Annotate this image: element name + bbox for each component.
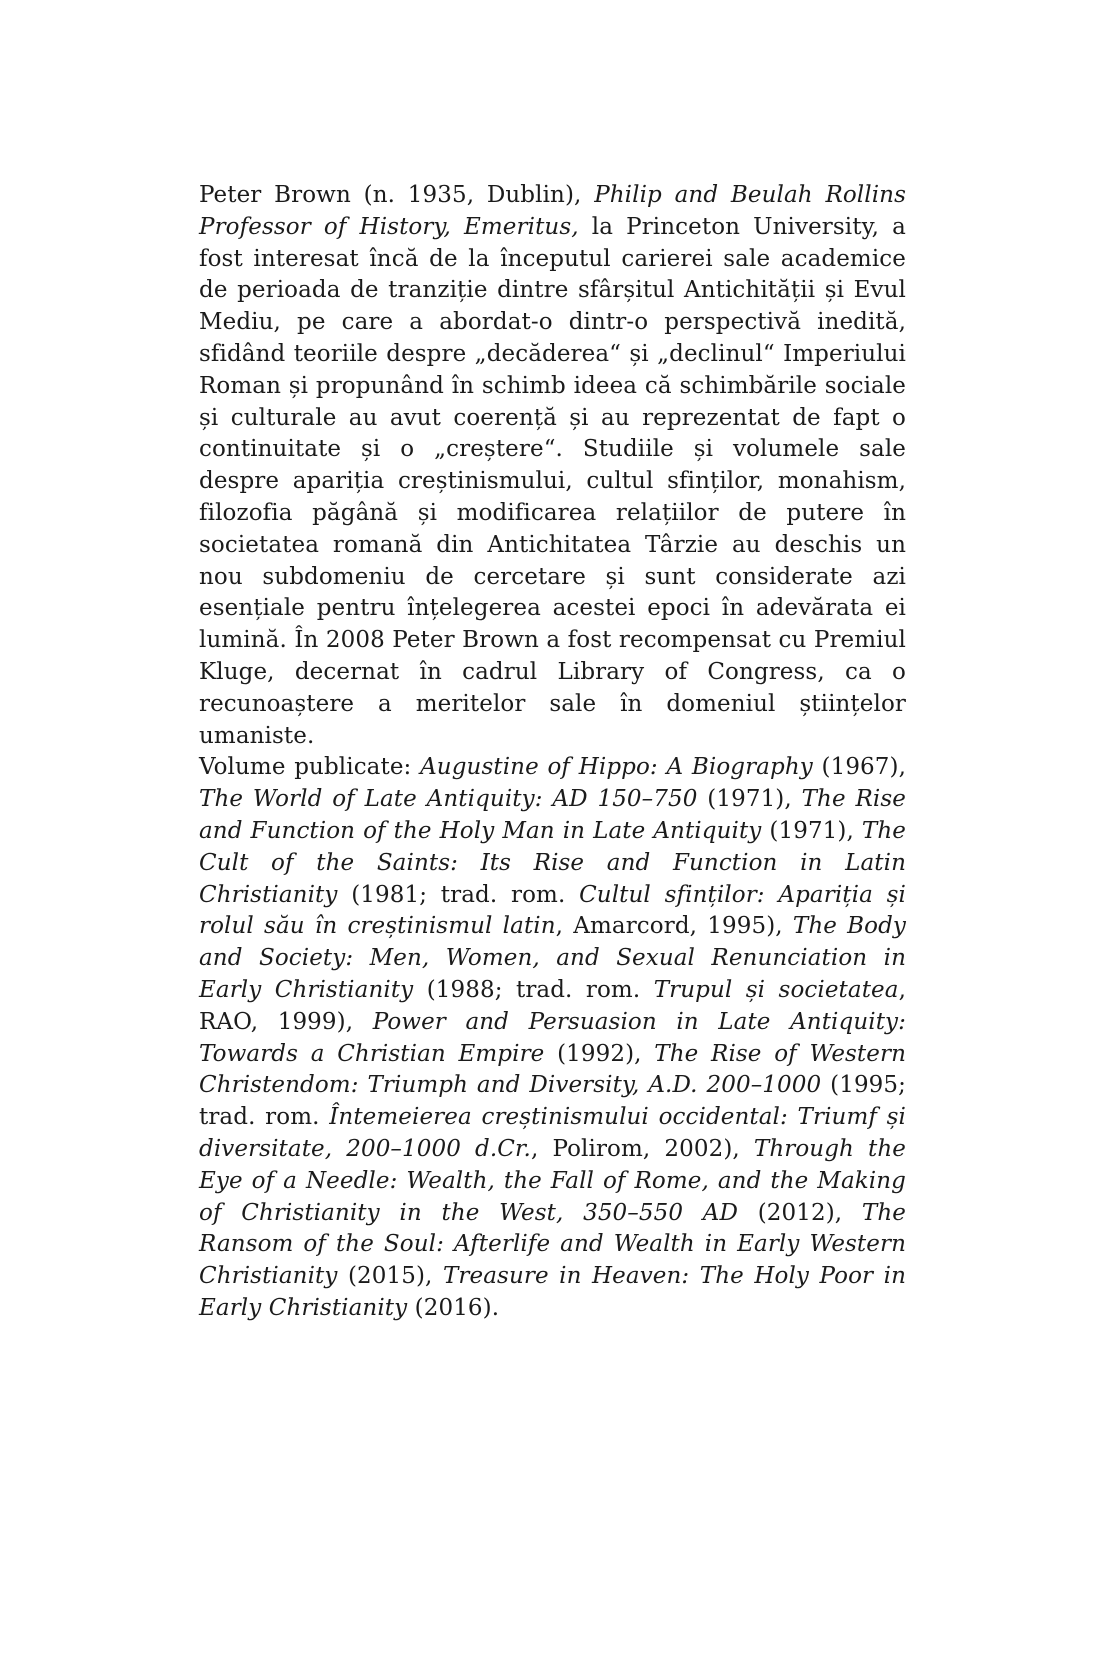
- text-segment: (2016).: [407, 1294, 500, 1321]
- paragraph-published-volumes: [199, 752, 906, 1324]
- text-segment: , Amarcord, 1995),: [555, 913, 793, 940]
- text-segment: (2012),: [738, 1199, 862, 1226]
- text-segment: Peter Brown (n. 1935, Dublin),: [199, 182, 595, 208]
- paragraph-biography: [199, 180, 906, 752]
- text-segment: (1981; trad. rom.: [337, 881, 580, 908]
- italic-text-segment: Through the Eye of a Needle: Wealth, the Fall of Rome, and the Making of Christianity in the West, 350–550 AD: [199, 1135, 906, 1226]
- italic-text-segment: The Body and Society: Men, Women, and Sexual Renunciation in Early Christianity: [199, 913, 907, 1003]
- italic-text-segment: The Rise of Western Christendom: Triumph and Diversity, A.D. 200–1000: [199, 1040, 906, 1099]
- italic-text-segment: Treasure in Heaven: The Holy Poor in Early Christianity: [199, 1263, 906, 1321]
- italic-text-segment: Philip and Beulah Rollins Professor of History, Emeritus,: [199, 182, 906, 240]
- italic-text-segment: The World of Late Antiquity: AD 150–750: [199, 786, 698, 813]
- italic-text-segment: Power and Persuasion in Late Antiquity: Towards a Christian Empire: [199, 1008, 906, 1067]
- text-segment: (1971),: [761, 817, 862, 844]
- italic-text-segment: Trupul și societatea: [653, 976, 899, 1003]
- text-segment: (1988; trad. rom.: [413, 976, 654, 1003]
- italic-text-segment: Cultul sfinților: Apariția și rolul său în creștinismul latin: [199, 881, 906, 940]
- text-segment: (2015),: [337, 1263, 443, 1290]
- italic-text-segment: Întemeierea creștinismului occidental: Triumf și diversitate, 200–1000 d.Cr.: [199, 1104, 907, 1162]
- italic-text-segment: The Ransom of the Soul: Afterlife and Wealth in Early Western Christianity: [199, 1199, 906, 1290]
- italic-text-segment: The Cult of the Saints: Its Rise and Function in Latin Christianity: [199, 817, 906, 908]
- text-segment: (1971),: [697, 786, 802, 813]
- italic-text-segment: The Rise and Function of the Holy Man in Late Antiquity: [199, 786, 906, 844]
- text-block: [199, 180, 906, 1325]
- text-segment: (1995; trad. rom.: [199, 1072, 906, 1131]
- text-segment: , RAO, 1999),: [199, 976, 906, 1035]
- text-segment: (1992),: [544, 1040, 655, 1067]
- text-segment: Volume publicate:: [199, 754, 421, 781]
- text-segment: la Princeton University, a fost interesat încă de la începutul carierei sale academice de perioada de tranziție dintre sfârșitul Antichității și Evul Mediu, pe care a abordat-o dintr-o perspectivă inedită, sfidând teoriile despre „decăderea“ și „declinul“ Imperiului Roman și propunând în schimb ideea că schimbările sociale și culturale au avut coerență și au reprezentat de fapt o continuitate și o „creștere“. Studiile și volumele sale despre apariția creștinismului, cultul sfinților, monahism, filozofia păgână și modificarea relațiilor de putere în societatea romană din Antichitatea Târzie au deschis un nou subdomeniu de cercetare și sunt considerate azi esențiale pentru înțelegerea acestei epoci în adevărata ei lumină. În 2008 Peter Brown a fost recompensat cu Premiul Kluge, decernat în cadrul Library of Congress, ca o recunoaștere a meritelor sale în domeniul științelor umaniste.: [199, 213, 906, 749]
- italic-text-segment: Augustine of Hippo: A Biography: [420, 754, 813, 781]
- text-segment: (1967),: [812, 754, 907, 781]
- text-segment: , Polirom, 2002),: [530, 1135, 754, 1162]
